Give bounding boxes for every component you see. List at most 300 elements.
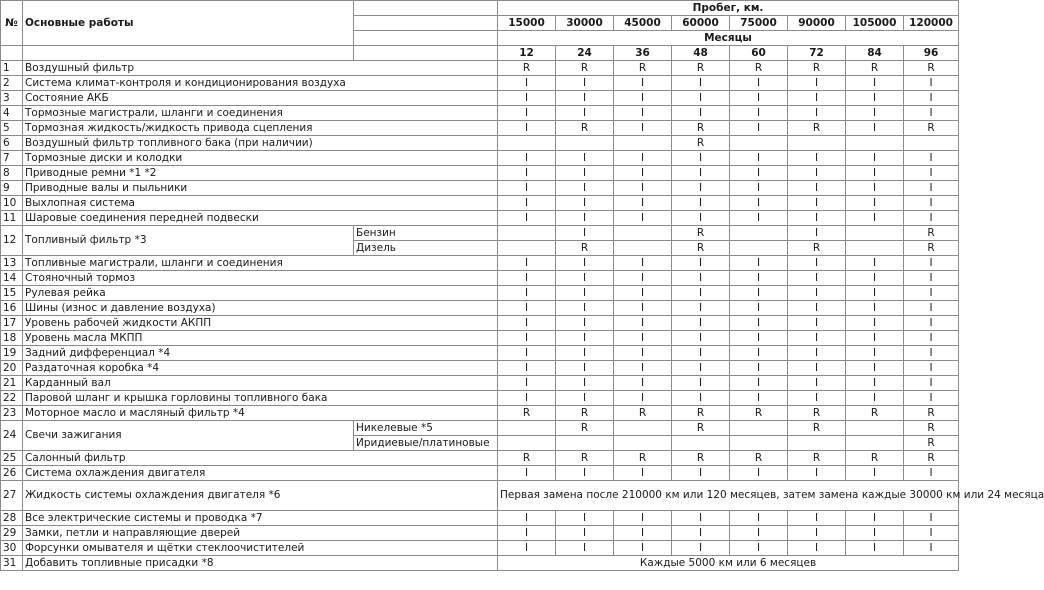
interval-cell: I [904, 166, 959, 181]
table-row [1, 121, 959, 136]
interval-cell: I [788, 211, 846, 226]
interval-cell: I [614, 286, 672, 301]
table-row [1, 316, 959, 331]
interval-cell: I [672, 271, 730, 286]
months-cell: 84 [846, 46, 904, 61]
interval-cell: I [904, 391, 959, 406]
interval-cell: I [730, 121, 788, 136]
interval-cell: I [556, 541, 614, 556]
interval-cell: I [904, 151, 959, 166]
interval-cell: I [556, 151, 614, 166]
table-row [1, 391, 959, 406]
interval-cell: R [904, 121, 959, 136]
interval-cell: R [614, 406, 672, 421]
interval-cell: I [556, 391, 614, 406]
interval-cell: R [904, 451, 959, 466]
interval-cell: I [788, 301, 846, 316]
interval-cell: I [498, 106, 556, 121]
interval-cell: I [498, 286, 556, 301]
interval-cell: I [904, 196, 959, 211]
table-row [1, 526, 959, 541]
interval-cell: I [846, 196, 904, 211]
table-row [1, 331, 959, 346]
interval-cell: I [846, 331, 904, 346]
interval-cell: I [730, 166, 788, 181]
interval-cell: I [498, 151, 556, 166]
interval-cell: I [904, 526, 959, 541]
interval-cell [614, 421, 672, 436]
months-cell: 96 [904, 46, 959, 61]
row-name: Задний дифференциал *4 [23, 346, 498, 361]
mileage-cell: 45000 [614, 16, 672, 31]
interval-cell: R [672, 121, 730, 136]
row-number: 11 [1, 211, 23, 226]
interval-cell: I [904, 106, 959, 121]
interval-cell: I [788, 76, 846, 91]
table-row [1, 61, 959, 76]
interval-cell [498, 241, 556, 256]
interval-cell [730, 421, 788, 436]
row-number: 21 [1, 376, 23, 391]
header-blank [354, 31, 498, 46]
row-name: Карданный вал [23, 376, 498, 391]
interval-cell: I [788, 541, 846, 556]
row-name: Все электрические системы и проводка *7 [23, 511, 498, 526]
interval-cell: I [556, 226, 614, 241]
table-row [1, 376, 959, 391]
interval-cell: I [556, 361, 614, 376]
mileage-cell: 90000 [788, 16, 846, 31]
interval-cell: R [730, 406, 788, 421]
interval-note: Первая замена после 210000 км или 120 месяцев, затем замена каждые 30000 км или 24 месяца [498, 481, 959, 511]
interval-cell [498, 421, 556, 436]
interval-cell: I [614, 541, 672, 556]
interval-cell: I [614, 166, 672, 181]
interval-cell: I [904, 541, 959, 556]
months-cell: 72 [788, 46, 846, 61]
interval-cell: I [672, 466, 730, 481]
table-row [1, 451, 959, 466]
row-number: 22 [1, 391, 23, 406]
interval-cell: I [846, 346, 904, 361]
interval-cell: I [556, 301, 614, 316]
interval-cell: R [730, 61, 788, 76]
interval-cell: I [556, 181, 614, 196]
row-name: Топливный фильтр *3 [23, 226, 354, 256]
interval-cell: I [498, 271, 556, 286]
interval-cell: I [846, 391, 904, 406]
row-name: Шины (износ и давление воздуха) [23, 301, 498, 316]
interval-cell: R [904, 436, 959, 451]
interval-cell: I [846, 106, 904, 121]
row-subtype: Бензин [354, 226, 498, 241]
interval-cell [846, 136, 904, 151]
interval-cell: I [730, 256, 788, 271]
table-row [1, 91, 959, 106]
interval-cell: I [556, 346, 614, 361]
interval-cell: I [788, 226, 846, 241]
interval-cell [498, 436, 556, 451]
interval-cell: I [498, 256, 556, 271]
interval-cell: I [672, 196, 730, 211]
row-name: Тормозные диски и колодки [23, 151, 498, 166]
header-months: Месяцы [498, 31, 959, 46]
row-number: 10 [1, 196, 23, 211]
table-row [1, 271, 959, 286]
interval-cell: R [556, 421, 614, 436]
interval-cell: I [904, 181, 959, 196]
table-row [1, 346, 959, 361]
interval-cell: I [788, 271, 846, 286]
interval-cell: I [498, 316, 556, 331]
months-cell: 24 [556, 46, 614, 61]
interval-cell: I [498, 76, 556, 91]
interval-cell: I [556, 511, 614, 526]
table-row [1, 301, 959, 316]
interval-cell: I [672, 331, 730, 346]
interval-cell: I [730, 511, 788, 526]
interval-cell: R [498, 451, 556, 466]
table-row [1, 256, 959, 271]
interval-cell: I [846, 181, 904, 196]
interval-cell: R [614, 61, 672, 76]
interval-cell: I [614, 466, 672, 481]
row-number: 25 [1, 451, 23, 466]
interval-cell: I [556, 106, 614, 121]
interval-cell [730, 436, 788, 451]
interval-cell: I [498, 331, 556, 346]
interval-cell: I [672, 181, 730, 196]
interval-cell [846, 241, 904, 256]
row-name: Выхлопная система [23, 196, 498, 211]
interval-cell: I [846, 526, 904, 541]
interval-cell [498, 136, 556, 151]
interval-cell [846, 436, 904, 451]
interval-cell: I [498, 166, 556, 181]
interval-cell: I [730, 391, 788, 406]
row-number: 5 [1, 121, 23, 136]
header-blank [354, 46, 498, 61]
row-name: Топливные магистрали, шланги и соединения [23, 256, 498, 271]
table-row [1, 466, 959, 481]
interval-cell: R [904, 421, 959, 436]
interval-cell: I [788, 331, 846, 346]
interval-cell: I [614, 106, 672, 121]
row-number: 28 [1, 511, 23, 526]
interval-cell: I [846, 91, 904, 106]
interval-cell: I [498, 91, 556, 106]
interval-cell: I [846, 76, 904, 91]
interval-cell: I [614, 151, 672, 166]
interval-cell: R [498, 61, 556, 76]
row-name: Салонный фильтр [23, 451, 498, 466]
interval-cell: R [904, 226, 959, 241]
mileage-cell: 30000 [556, 16, 614, 31]
months-cell: 12 [498, 46, 556, 61]
row-name: Приводные ремни *1 *2 [23, 166, 498, 181]
interval-cell: I [672, 151, 730, 166]
interval-cell: I [556, 466, 614, 481]
interval-cell: R [788, 451, 846, 466]
row-number: 1 [1, 61, 23, 76]
interval-cell: R [556, 61, 614, 76]
interval-cell: I [846, 541, 904, 556]
row-name: Свечи зажигания [23, 421, 354, 451]
interval-cell: I [614, 271, 672, 286]
table-row [1, 151, 959, 166]
interval-cell: I [788, 256, 846, 271]
interval-cell: I [614, 76, 672, 91]
interval-cell [614, 436, 672, 451]
row-name: Стояночный тормоз [23, 271, 498, 286]
interval-cell: I [614, 526, 672, 541]
interval-cell: I [672, 376, 730, 391]
interval-cell: R [904, 406, 959, 421]
table-row [1, 286, 959, 301]
interval-cell: I [614, 301, 672, 316]
interval-cell: I [556, 76, 614, 91]
row-number: 27 [1, 481, 23, 511]
interval-cell: I [498, 391, 556, 406]
table-row [1, 181, 959, 196]
interval-cell: I [672, 391, 730, 406]
interval-cell: I [904, 271, 959, 286]
months-cell: 48 [672, 46, 730, 61]
interval-cell: I [788, 511, 846, 526]
mileage-cell: 75000 [730, 16, 788, 31]
row-number: 29 [1, 526, 23, 541]
row-number: 24 [1, 421, 23, 451]
row-name: Система климат-контроля и кондиционирования воздуха [23, 76, 498, 91]
interval-cell: I [730, 271, 788, 286]
interval-cell [614, 136, 672, 151]
row-number: 30 [1, 541, 23, 556]
interval-cell: I [730, 361, 788, 376]
interval-cell: I [614, 346, 672, 361]
interval-cell: I [498, 376, 556, 391]
interval-cell: R [672, 421, 730, 436]
row-name: Рулевая рейка [23, 286, 498, 301]
interval-cell: I [730, 76, 788, 91]
mileage-cell: 15000 [498, 16, 556, 31]
interval-cell: I [498, 526, 556, 541]
interval-cell: I [730, 541, 788, 556]
interval-cell: I [788, 181, 846, 196]
interval-cell: I [556, 91, 614, 106]
interval-cell: I [614, 316, 672, 331]
row-name: Паровой шланг и крышка горловины топливного бака [23, 391, 498, 406]
mileage-cell: 105000 [846, 16, 904, 31]
interval-cell: I [904, 331, 959, 346]
table-row [1, 226, 959, 241]
interval-cell: I [498, 301, 556, 316]
interval-cell: I [556, 211, 614, 226]
row-number: 20 [1, 361, 23, 376]
interval-cell: I [904, 346, 959, 361]
row-number: 23 [1, 406, 23, 421]
interval-cell: I [730, 301, 788, 316]
table-row [1, 556, 959, 571]
header-mileage: Пробег, км. [498, 1, 959, 16]
row-name: Воздушный фильтр топливного бака (при наличии) [23, 136, 498, 151]
interval-cell: I [672, 526, 730, 541]
interval-cell: I [730, 286, 788, 301]
table-row [1, 481, 959, 511]
interval-cell: I [846, 316, 904, 331]
interval-cell [904, 136, 959, 151]
header-num-blank [1, 46, 23, 61]
interval-cell: I [788, 316, 846, 331]
row-name: Приводные валы и пыльники [23, 181, 498, 196]
interval-cell: I [498, 181, 556, 196]
row-number: 17 [1, 316, 23, 331]
interval-cell: I [904, 376, 959, 391]
interval-cell: I [730, 526, 788, 541]
interval-cell: I [672, 211, 730, 226]
interval-cell: I [846, 361, 904, 376]
row-number: 2 [1, 76, 23, 91]
interval-cell: I [672, 301, 730, 316]
interval-cell: R [672, 241, 730, 256]
interval-cell: R [672, 451, 730, 466]
interval-cell: I [498, 121, 556, 136]
row-name: Форсунки омывателя и щётки стеклоочистителей [23, 541, 498, 556]
row-subtype: Никелевые *5 [354, 421, 498, 436]
interval-cell: R [846, 406, 904, 421]
interval-cell: I [846, 211, 904, 226]
interval-cell: I [672, 541, 730, 556]
interval-cell: R [846, 451, 904, 466]
interval-cell: I [788, 196, 846, 211]
interval-cell: I [730, 196, 788, 211]
row-name: Воздушный фильтр [23, 61, 498, 76]
interval-cell: R [904, 241, 959, 256]
interval-cell: I [556, 196, 614, 211]
interval-cell: I [614, 181, 672, 196]
interval-cell: I [730, 106, 788, 121]
interval-cell: R [672, 226, 730, 241]
row-number: 14 [1, 271, 23, 286]
interval-cell: I [846, 151, 904, 166]
row-name: Замки, петли и направляющие дверей [23, 526, 498, 541]
row-number: 16 [1, 301, 23, 316]
header-works-blank [23, 46, 354, 61]
interval-cell: I [788, 376, 846, 391]
interval-cell: I [556, 286, 614, 301]
interval-cell: I [846, 286, 904, 301]
row-number: 9 [1, 181, 23, 196]
row-name: Тормозная жидкость/жидкость привода сцепления [23, 121, 498, 136]
row-name: Моторное масло и масляный фильтр *4 [23, 406, 498, 421]
interval-cell: I [672, 511, 730, 526]
interval-cell: I [498, 466, 556, 481]
row-subtype: Дизель [354, 241, 498, 256]
interval-cell: I [788, 361, 846, 376]
mileage-cell: 60000 [672, 16, 730, 31]
interval-cell: I [904, 76, 959, 91]
interval-cell: I [556, 316, 614, 331]
interval-cell: I [904, 466, 959, 481]
months-row [1, 46, 959, 61]
header-blank [354, 1, 498, 16]
row-number: 26 [1, 466, 23, 481]
interval-cell: I [904, 91, 959, 106]
interval-cell: I [672, 76, 730, 91]
interval-cell [788, 136, 846, 151]
interval-cell: I [672, 91, 730, 106]
interval-cell: I [498, 211, 556, 226]
interval-cell: R [614, 451, 672, 466]
interval-cell: I [846, 301, 904, 316]
header-blank [354, 16, 498, 31]
header-works: Основные работы [23, 1, 354, 46]
interval-cell: I [904, 301, 959, 316]
interval-cell: I [846, 121, 904, 136]
interval-cell: R [788, 241, 846, 256]
interval-cell: I [498, 346, 556, 361]
row-number: 12 [1, 226, 23, 256]
interval-cell: I [788, 346, 846, 361]
interval-cell [614, 241, 672, 256]
interval-cell: I [730, 316, 788, 331]
interval-note: Каждые 5000 км или 6 месяцев [498, 556, 959, 571]
interval-cell: R [556, 451, 614, 466]
interval-cell: R [498, 406, 556, 421]
interval-cell [614, 226, 672, 241]
interval-cell: I [788, 91, 846, 106]
row-number: 13 [1, 256, 23, 271]
header-num: № [1, 1, 23, 46]
interval-cell: I [556, 331, 614, 346]
interval-cell: I [788, 466, 846, 481]
interval-cell: I [846, 376, 904, 391]
table-row [1, 76, 959, 91]
row-name: Шаровые соединения передней подвески [23, 211, 498, 226]
interval-cell [556, 436, 614, 451]
interval-cell: I [672, 106, 730, 121]
interval-cell: R [904, 61, 959, 76]
interval-cell: R [556, 121, 614, 136]
interval-cell: I [556, 376, 614, 391]
interval-cell: I [556, 166, 614, 181]
table-row [1, 421, 959, 436]
interval-cell: I [846, 166, 904, 181]
interval-cell: I [614, 196, 672, 211]
interval-cell: R [556, 406, 614, 421]
interval-cell: I [904, 211, 959, 226]
interval-cell: I [730, 151, 788, 166]
interval-cell: I [614, 331, 672, 346]
interval-cell: R [788, 406, 846, 421]
interval-cell: I [730, 91, 788, 106]
interval-cell: I [614, 511, 672, 526]
interval-cell: I [904, 511, 959, 526]
table-header [1, 1, 959, 61]
row-number: 6 [1, 136, 23, 151]
interval-cell: I [498, 541, 556, 556]
table-row [1, 136, 959, 151]
table-row [1, 511, 959, 526]
interval-cell: I [614, 361, 672, 376]
row-name: Уровень масла МКПП [23, 331, 498, 346]
table-row [1, 166, 959, 181]
interval-cell: I [730, 346, 788, 361]
interval-cell: I [846, 511, 904, 526]
row-name: Добавить топливные присадки *8 [23, 556, 498, 571]
table-row [1, 211, 959, 226]
months-cell: 60 [730, 46, 788, 61]
interval-cell: R [672, 406, 730, 421]
